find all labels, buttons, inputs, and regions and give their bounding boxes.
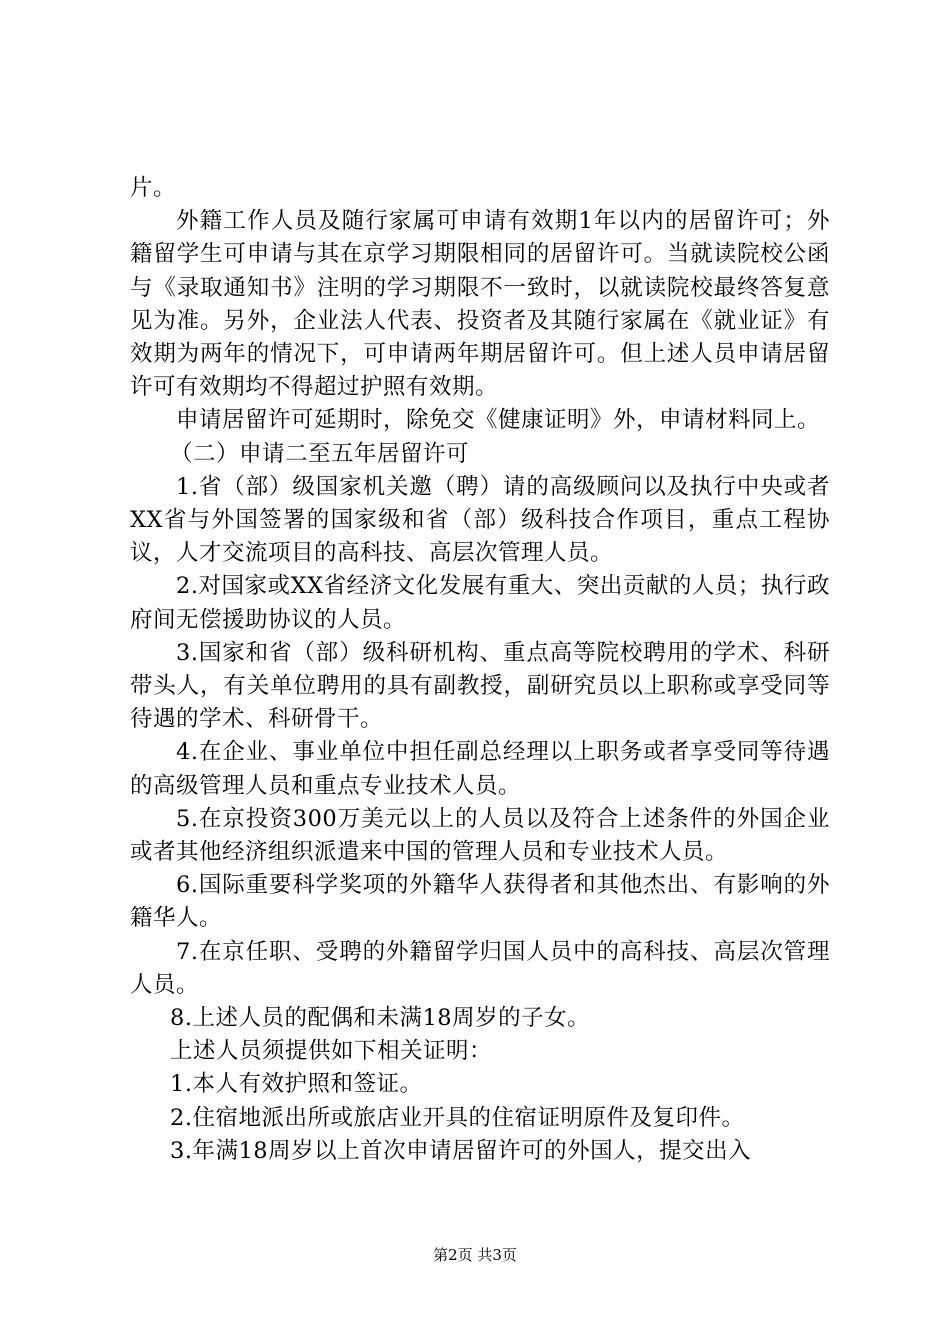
list-item: 1.本人有效护照和签证。 [170,1071,423,1098]
list-item: 5.在京投资300万美元以上的人员以及符合上述条件的外国企业或者其他经济组织派遣来中国的管理人员和专业技术人员。 [130,805,830,866]
list-item: 3.年满18周岁以上首次申请居留许可的外国人，提交出入 [170,1137,752,1164]
list-item: 6.国际重要科学奖项的外籍华人获得者和其他杰出、有影响的外籍华人。 [130,872,830,932]
list-item: 3.国家和省（部）级科研机构、重点高等院校聘用的学术、科研带头人，有关单位聘用的具有副教授，副研究员以上职称或享受同等待遇的学术、科研骨干。 [130,639,830,733]
paragraph-residence-validity: 外籍工作人员及随行家属可申请有效期1年以内的居留许可；外籍留学生可申请与其在京学习期限相同的居留许可。当就读院校公函与《录取通知书》注明的学习期限不一致时，以就读院校最终答复意见为准。另外，企业法人代表、投资者及其随行家属在《就业证》有效期为两年的情况下，可申请两年期居留许可。但上述人员申请居留许可有效期均不得超过护照有效期。 [130,208,830,401]
list-item: 2.对国家或XX省经济文化发展有重大、突出贡献的人员；执行政府间无偿援助协议的人员。 [130,573,830,633]
section-heading-2-5-years: （二）申请二至五年居留许可 [170,440,470,467]
paragraph-continuation: 片。 [130,175,177,201]
list-item: 1.省（部）级国家机关邀（聘）请的高级顾问以及执行中央或者XX省与外国签署的国家级和省（部）级科技合作项目，重点工程协议，人才交流项目的高科技、高层次管理人员。 [130,473,830,567]
paragraph-required-proofs: 上述人员须提供如下相关证明： [170,1038,493,1065]
paragraph-extension: 申请居留许可延期时，除免交《健康证明》外，申请材料同上。 [176,407,821,434]
list-item: 8.上述人员的配偶和未满18周岁的子女。 [170,1005,591,1032]
list-item: 7.在京任职、受聘的外籍留学归国人员中的高科技、高层次管理人员。 [130,938,830,998]
document-body [130,172,830,1168]
page-number-footer: 第2页 共3页 [433,1246,517,1264]
list-item: 2.住宿地派出所或旅店业开具的住宿证明原件及复印件。 [170,1104,745,1131]
list-item: 4.在企业、事业单位中担任副总经理以上职务或者享受同等待遇的高级管理人员和重点专业技术人员。 [130,739,830,799]
